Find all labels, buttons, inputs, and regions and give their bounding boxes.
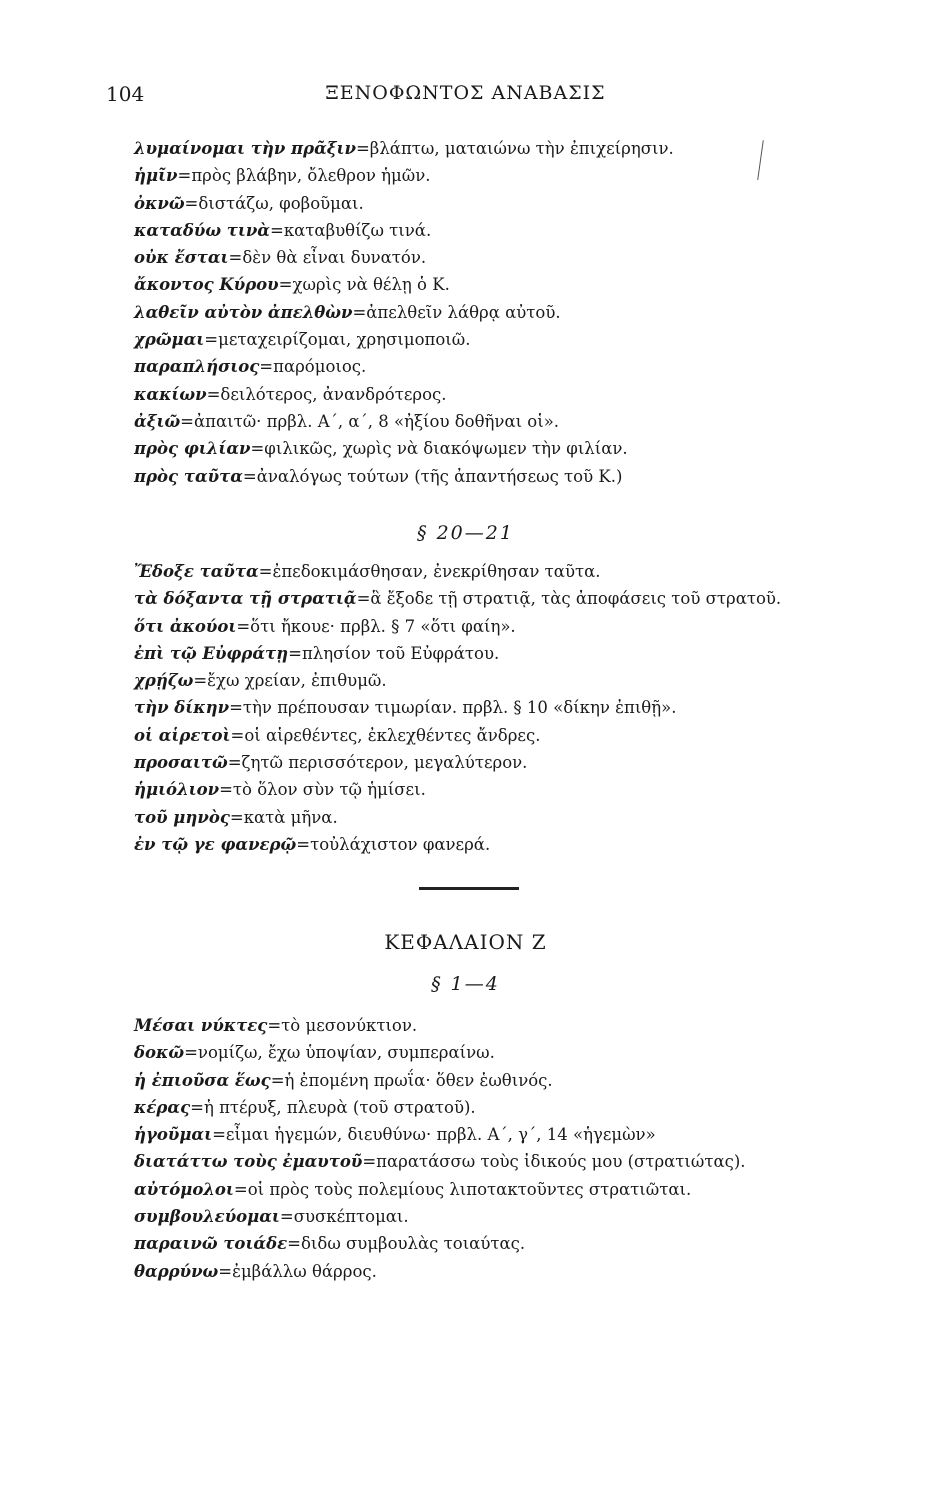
glossary-entry — [134, 585, 894, 612]
glossary-entry — [134, 135, 894, 162]
glossary-entry — [134, 353, 894, 380]
running-title: ΞΕΝΟΦΩΝΤΟΣ ΑΝΑΒΑΣΙΣ — [325, 82, 606, 104]
glossary-entry — [134, 435, 894, 462]
entry-term: συμβουλεύομαι — [134, 1207, 280, 1227]
entry-term: ἄκοντος Κύρου — [134, 275, 279, 295]
entry-term: ὅτι ἀκούοι — [134, 616, 237, 636]
entry-gloss: =βλάπτω, ματαιώνω τὴν ἐπιχείρησιν. — [355, 139, 674, 158]
entry-gloss: =ἡ ἐπομένη πρωΐα· ὅθεν ἑωθινός. — [270, 1070, 553, 1090]
entry-gloss: =δειλότερος, ἀνανδρότερος. — [206, 384, 447, 404]
page-number: 104 — [106, 82, 145, 106]
entry-gloss: =συσκέπτομαι. — [279, 1207, 409, 1227]
glossary-entry — [134, 1012, 894, 1039]
glossary-entry — [134, 1148, 894, 1175]
glossary-entry — [134, 1121, 894, 1148]
entry-term: διατάττω τοὺς ἐμαυτοῦ — [134, 1152, 363, 1172]
entry-term: καταδύω τινὰ — [134, 220, 271, 240]
glossary-entry — [134, 722, 894, 749]
glossary-entry — [134, 667, 894, 694]
entry-term: πρὸς ταῦτα — [134, 466, 243, 486]
glossary-entry — [134, 190, 894, 217]
entry-term: ἐν τῷ γε φανερῷ — [134, 834, 297, 854]
glossary-entry — [134, 558, 894, 585]
glossary-entry — [134, 271, 894, 298]
glossary-entry — [134, 381, 894, 408]
entry-term: χρῄζω — [134, 671, 194, 691]
entry-term: δοκῶ — [134, 1043, 185, 1063]
entry-gloss: =πρὸς βλάβην, ὄλεθρον ἡμῶν. — [177, 166, 431, 186]
entry-term: κέρας — [134, 1097, 191, 1117]
entry-term: λυμαίνομαι τὴν πρᾶξιν — [134, 139, 356, 158]
entry-gloss: =φιλικῶς, χωρὶς νὰ διακόψωμεν τὴν φιλίαν. — [250, 439, 628, 459]
entry-term: κακίων — [134, 384, 207, 404]
entry-term: παραινῶ τοιάδε — [134, 1234, 288, 1254]
entry-term: τὴν δίκην — [134, 698, 230, 718]
glossary-entry — [134, 1039, 894, 1066]
entry-gloss: =ἃ ἔξοδε τῇ στρατιᾷ, τὰς ἀποφάσεις τοῦ στρατοῦ. — [356, 589, 782, 609]
entry-term: ἡμιόλιον — [134, 780, 220, 800]
entry-term: ὀκνῶ — [134, 193, 185, 213]
entry-term: προσαιτῶ — [134, 753, 228, 773]
entry-term: ἡγοῦμαι — [134, 1125, 213, 1145]
glossary-entry — [134, 1176, 894, 1203]
entry-gloss: =τὴν πρέπουσαν τιμωρίαν. πρβλ. § 10 «δίκην ἐπιθῇ». — [229, 698, 677, 718]
entry-term: ἐπὶ τῷ Εὐφράτῃ — [134, 643, 289, 663]
entry-gloss: =ἐπεδοκιμάσθησαν, ἐνεκρίθησαν ταῦτα. — [258, 562, 601, 581]
entry-gloss: =τὸ μεσονύκτιον. — [267, 1016, 418, 1035]
glossary-entry — [134, 162, 894, 189]
entry-gloss: =ὅτι ἤκουε· πρβλ. § 7 «ὅτι φαίη». — [236, 616, 516, 636]
entry-term: θαρρύνω — [134, 1261, 219, 1281]
glossary-entry — [134, 694, 894, 721]
glossary-entry — [134, 804, 894, 831]
glossary-entry — [134, 1230, 894, 1257]
entry-gloss: =ζητῶ περισσότερον, μεγαλύτερον. — [227, 753, 528, 773]
entry-gloss: =χωρὶς νὰ θέλῃ ὁ Κ. — [278, 275, 450, 295]
glossary-entry — [134, 244, 894, 271]
entry-term: πρὸς φιλίαν — [134, 439, 251, 459]
glossary-entry — [134, 1067, 894, 1094]
entry-gloss: =τοὐλάχιστον φανερά. — [296, 834, 491, 854]
entry-gloss: =οἱ αἱρεθέντες, ἐκλεχθέντες ἄνδρες. — [230, 725, 541, 745]
glossary-entry — [134, 749, 894, 776]
entry-gloss: =ἡ πτέρυξ, πλευρὰ (τοῦ στρατοῦ). — [190, 1097, 476, 1117]
entry-gloss: =μεταχειρίζομαι, χρησιμοποιῶ. — [204, 330, 471, 350]
glossary-entry — [134, 1094, 894, 1121]
glossary-entry — [134, 613, 894, 640]
glossary-entry — [134, 1203, 894, 1230]
entry-gloss: =διδω συμβουλὰς τοιαύτας. — [287, 1234, 526, 1254]
section-heading: § 20—21 — [417, 522, 514, 544]
entry-gloss: =ἐμβάλλω θάρρος. — [218, 1261, 377, 1281]
entry-gloss: =δὲν θὰ εἶναι δυνατόν. — [228, 248, 427, 268]
section-heading: § 1—4 — [431, 973, 500, 995]
glossary-entry — [134, 217, 894, 244]
glossary-block-2 — [134, 558, 894, 858]
entry-gloss: =πλησίον τοῦ Εὐφράτου. — [288, 643, 500, 663]
entry-term: οὐκ ἔσται — [134, 248, 229, 268]
entry-term: Ἔδοξε ταῦτα — [134, 562, 259, 581]
entry-term: Μέσαι νύκτες — [134, 1016, 268, 1035]
entry-term: λαθεῖν αὐτὸν ἀπελθὼν — [134, 302, 353, 322]
entry-term: παραπλήσιος — [134, 357, 260, 377]
entry-gloss: =τὸ ὅλον σὺν τῷ ἡμίσει. — [219, 780, 426, 800]
glossary-block-1 — [134, 135, 894, 490]
glossary-entry — [134, 776, 894, 803]
entry-gloss: =παρόμοιος. — [259, 357, 367, 377]
divider-rule — [419, 887, 519, 890]
entry-term: χρῶμαι — [134, 330, 205, 350]
entry-term: οἱ αἱρετοὶ — [134, 725, 231, 745]
entry-term: ἀξιῶ — [134, 411, 181, 431]
entry-term: τοῦ μηνὸς — [134, 807, 230, 827]
entry-gloss: =οἱ πρὸς τοὺς πολεμίους λιποτακτοῦντες στρατιῶται. — [233, 1179, 692, 1199]
entry-term: ἡ ἐπιοῦσα ἕως — [134, 1070, 271, 1090]
glossary-entry — [134, 299, 894, 326]
glossary-entry — [134, 326, 894, 353]
entry-gloss: =νομίζω, ἔχω ὑποψίαν, συμπεραίνω. — [184, 1043, 495, 1063]
entry-gloss: =ἔχω χρείαν, ἐπιθυμῶ. — [193, 671, 387, 691]
entry-term: τὰ δόξαντα τῇ στρατιᾷ — [134, 589, 357, 609]
chapter-title: ΚΕΦΑΛΑΙΟΝ Ζ — [384, 930, 547, 954]
entry-gloss: =ἀναλόγως τούτων (τῆς ἀπαντήσεως τοῦ Κ.) — [242, 466, 623, 486]
entry-gloss: =κατὰ μῆνα. — [229, 807, 338, 827]
entry-gloss: =εἶμαι ἡγεμών, διευθύνω· πρβλ. Α΄, γ΄, 14 «ἡγεμὼν» — [212, 1125, 656, 1145]
glossary-entry — [134, 640, 894, 667]
entry-gloss: =ἀπαιτῶ· πρβλ. Α΄, α΄, 8 «ἠξίου δοθῆναι οἱ». — [180, 411, 560, 431]
glossary-entry — [134, 1258, 894, 1285]
entry-gloss: =διστάζω, φοβοῦμαι. — [184, 193, 364, 213]
glossary-entry — [134, 408, 894, 435]
entry-gloss: =παρατάσσω τοὺς ἰδικούς μου (στρατιώτας). — [362, 1152, 746, 1172]
glossary-entry — [134, 463, 894, 490]
page-header — [0, 82, 931, 112]
entry-term: αὐτόμολοι — [134, 1179, 234, 1199]
entry-gloss: =ἀπελθεῖν λάθρᾳ αὐτοῦ. — [352, 302, 561, 322]
glossary-entry — [134, 831, 894, 858]
glossary-block-3 — [134, 1012, 894, 1285]
entry-term: ἡμῖν — [134, 166, 178, 186]
entry-gloss: =καταβυθίζω τινά. — [270, 220, 432, 240]
